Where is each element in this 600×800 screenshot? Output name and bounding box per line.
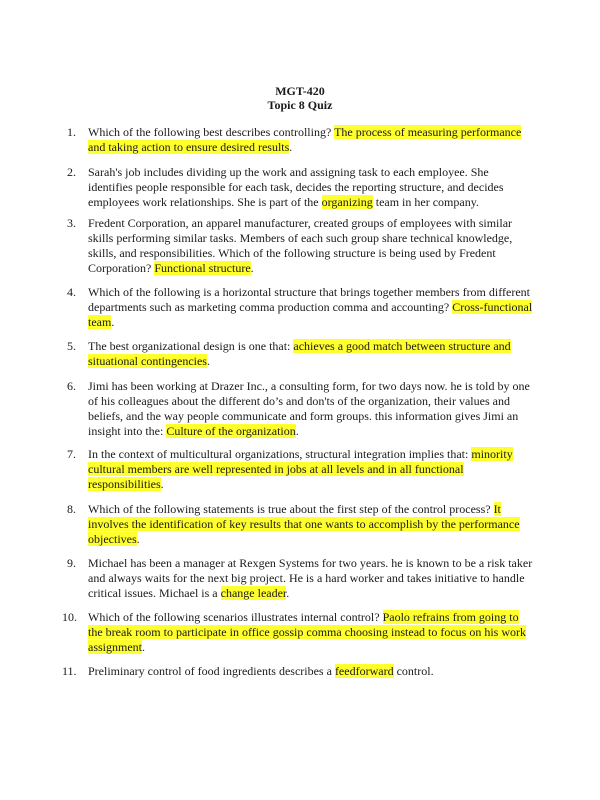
question-text: Which of the following scenarios illustrates internal control? — [88, 610, 383, 624]
question-text: Fredent Corporation, an apparel manufacturer, created groups of employees with similar skills performing similar tasks. Members of each such group share technical knowledge, skills, and responsibilities. Which of the following structure is being used by Fredent Corporation? — [88, 216, 513, 275]
question-11 — [62, 664, 536, 679]
question-text: Which of the following statements is true about the first step of the control process? — [88, 502, 494, 516]
question-number: 9. — [67, 556, 76, 570]
question-number: 10. — [62, 610, 77, 624]
highlighted-answer: achieves a good match between structure and situational contingencies — [88, 339, 511, 368]
highlighted-answer: It involves the identification of key results that one wants to accomplish by the performance objectives — [88, 502, 520, 546]
highlighted-answer: minority cultural members are well represented in jobs at all levels and in all functional responsibilities — [88, 447, 513, 491]
question-text-end: control. — [393, 664, 434, 678]
highlighted-answer: change leader — [220, 586, 287, 600]
question-text-end: . — [111, 315, 115, 329]
question-text: Michael has been a manager at Rexgen Systems for two years. he is known to be a risk taker and always waits for the next big project. He is a hard worker and takes initiative to handle critical issues. Michael is a — [88, 556, 533, 600]
question-10 — [62, 610, 536, 655]
highlighted-answer: Functional structure — [154, 261, 251, 275]
question-2 — [67, 165, 536, 210]
question-text: In the context of multicultural organizations, structural integration implies that: — [88, 447, 472, 461]
highlighted-answer: The process of measuring performance and taking action to ensure desired results — [88, 125, 522, 154]
question-text: Which of the following best describes controlling? — [88, 125, 335, 139]
question-text: Sarah's job includes dividing up the work and assigning task to each employee. She identifies people responsible for each task, decides the reporting structure, and decides employees work relationships. She is part of the — [88, 165, 504, 209]
question-8 — [67, 502, 536, 547]
question-text: Jimi has been working at Drazer Inc., a consulting form, for two days now. he is told by one of his colleagues about the different do’s and don'ts of the organization, their values and beliefs, and the way people communicate and form groups. this information gives Jimi an insight into the: — [88, 379, 530, 438]
question-text-end: . — [206, 354, 210, 368]
question-text: The best organizational design is one that: — [88, 339, 294, 353]
document-header — [0, 84, 600, 112]
quiz-title: Topic 8 Quiz — [267, 98, 333, 112]
question-text-end: . — [289, 140, 293, 154]
question-number: 7. — [67, 447, 76, 461]
question-text-end: . — [286, 586, 290, 600]
highlighted-answer: organizing — [321, 195, 373, 209]
highlighted-answer: feedforward — [334, 664, 394, 678]
course-code: MGT-420 — [275, 84, 325, 98]
question-4 — [67, 285, 536, 330]
question-text: Which of the following is a horizontal structure that brings together members from different departments such as marketing comma production comma and accounting? — [88, 285, 530, 314]
question-text-end: . — [250, 261, 254, 275]
question-number: 2. — [67, 165, 76, 179]
question-number: 3. — [67, 216, 76, 230]
question-text-end: team in her company. — [372, 195, 479, 209]
question-3 — [67, 216, 536, 276]
question-number: 8. — [67, 502, 76, 516]
question-number: 4. — [67, 285, 76, 299]
question-9 — [67, 556, 536, 601]
question-1 — [67, 125, 536, 155]
question-text-end: . — [142, 640, 145, 654]
question-text-end: . — [136, 532, 140, 546]
highlighted-answer: Cross-functional team — [88, 300, 533, 329]
question-text-end: . — [160, 477, 164, 491]
question-7 — [67, 447, 536, 492]
question-text: Preliminary control of food ingredients describes a — [88, 664, 335, 678]
question-text-end: . — [295, 424, 299, 438]
question-number: 11. — [62, 664, 77, 678]
question-number: 6. — [67, 379, 76, 393]
question-5 — [67, 339, 536, 369]
question-number: 5. — [67, 339, 76, 353]
highlighted-answer: Paolo refrains from going to the break room to participate in office gossip comma choosing instead to focus on his work assignment — [88, 610, 527, 654]
question-number: 1. — [67, 125, 76, 139]
question-6 — [67, 379, 536, 439]
highlighted-answer: Culture of the organization — [166, 424, 296, 438]
